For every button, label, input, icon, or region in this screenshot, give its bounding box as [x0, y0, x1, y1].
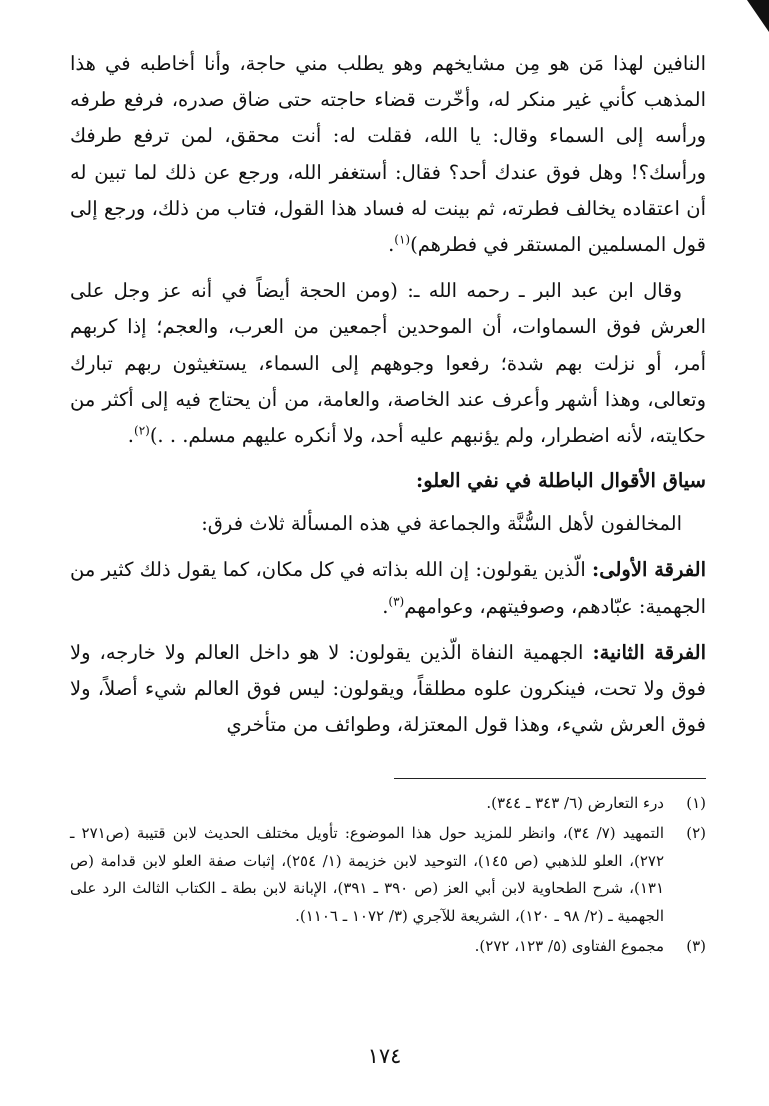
paragraph-4	[70, 552, 706, 624]
paragraph-1	[70, 46, 706, 263]
footnote-number: (١)	[686, 794, 706, 812]
paragraph-1-text: النافين لهذا مَن هو مِن مشايخهم وهو يطلب مني حاجة، وأنا أخاطبه في هذا المذهب كأني غير منكر له، وأخّرت قضاء حاجته حتى ضاق صدره، فرفع طرفه ورأسه إلى السماء وقال: يا الله، فقلت له: أنت محقق، لمن ترفع طرفك ورأسك؟! وهل فوق عندك أحد؟ فقال: أستغفر الله، ورجع عن ذلك لما تبين له أن اعتقاده يخالف فطرته، ثم بينت له فساد هذا القول، فتاب من ذلك، ورجع إلى قول المسلمين المستقر في فطرهم)	[70, 52, 706, 257]
footnotes	[70, 790, 706, 963]
footnote-ref-2[interactable]: (٢)	[134, 423, 150, 438]
section-heading: سياق الأقوال الباطلة في نفي العلو:	[416, 469, 706, 493]
footnote-ref-1[interactable]: (١)	[394, 232, 411, 247]
sect-two-term: الفرقة الثانية:	[592, 640, 707, 664]
footnote-number: (٢)	[686, 823, 706, 842]
footnote-1	[70, 790, 706, 818]
footnote-number: (٣)	[686, 936, 706, 955]
footnote-text: التمهيد (٧/ ٣٤)، وانظر للمزيد حول هذا الموضوع: تأويل مختلف الحديث لابن قتيبة (ص٢٧١ ـ ٢٧٢)، العلو للذهبي (ص ١٤٥)، التوحيد لابن خزيمة (١/ ٢٥٤)، إثبات صفة العلو لابن قدامة (ص ١٣١)، شرح الطحاوية لابن أبي العز (ص ٣٩٠ ـ ٣٩١)، الإبانة لابن بطة ـ الكتاب الثالث الرد على الجهمية ـ (٢/ ٩٨ ـ ١٢٠)، الشريعة للآجري (٣/ ١٠٧٢ ـ ١١٠٦).	[70, 823, 664, 926]
footnote-ref-3[interactable]: (٣)	[388, 594, 405, 609]
footnote-separator	[394, 778, 706, 779]
footnote-text: درء التعارض (٦/ ٣٤٣ ـ ٣٤٤).	[486, 794, 664, 812]
paragraph-3: المخالفون لأهل السُّنَّة والجماعة في هذه المسألة ثلاث فرق:	[201, 512, 682, 536]
sect-one-term: الفرقة الأولى:	[592, 558, 706, 582]
paragraph-2-text: وقال ابن عبد البر ـ رحمه الله ـ: (ومن الحجة أيضاً في أنه عز وجل على العرش فوق السماوات، أن الموحدين أجمعين من العرب، والعجم؛ إذا كربهم أمر، أو نزلت بهم شدة؛ رفعوا وجوههم إلى السماء، يستغيثون ربهم تبارك وتعالى، وهذا أشهر وأعرف عند الخاصة، والعامة، من أن يحتاج فيه إلى أكثر من حكايته، لأنه اضطرار، ولم يؤنبهم عليه أحد، ولا أنكره عليهم مسلم. . .)	[70, 279, 706, 448]
paragraph-4-text: الّذين يقولون: إن الله بذاته في كل مكان، كما يقول ذلك كثير من الجهمية: عبّادهم، وصوفيتهم، وعوامهم	[70, 558, 706, 618]
corner-mark	[747, 0, 769, 32]
footnote-3	[70, 933, 706, 961]
page-number: ١٧٤	[367, 1044, 402, 1068]
footnote-2	[70, 820, 706, 931]
paragraph-4-end: .	[382, 594, 389, 618]
paragraph-2	[70, 273, 706, 454]
paragraph-5	[70, 635, 706, 744]
paragraph-1-end: .	[388, 233, 395, 257]
page-body	[70, 46, 706, 753]
footnote-text: مجموع الفتاوى (٥/ ١٢٣، ٢٧٢).	[474, 936, 664, 955]
paragraph-2-end: .	[127, 424, 134, 448]
paragraph-5-text: الجهمية النفاة الّذين يقولون: لا هو داخل العالم ولا خارجه، ولا فوق ولا تحت، فينكرون علوه مطلقاً، ويقولون: ليس فوق العالم شيء أصلاً، ولا فوق العرش شيء، وهذا قول المعتزلة، وطوائف من متأخري	[70, 640, 706, 737]
